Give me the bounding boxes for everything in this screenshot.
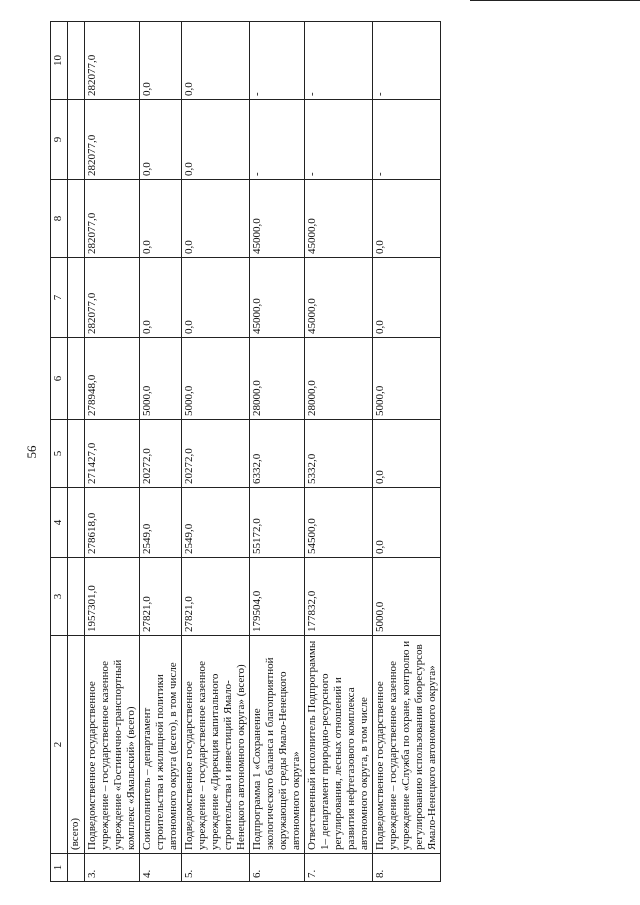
year-value-cell: 54500,0 — [305, 488, 373, 558]
year-value-cell: - — [305, 22, 373, 100]
name-cell: Подведомственное государственное учреждение – государственное казенное учреждение «Служба по охране, контролю и регулированию использования биоресурсов Ямало-Ненецкого автономного округа» — [373, 636, 441, 854]
header-cell: 8 — [51, 180, 68, 258]
row-number-cell: 3. — [85, 854, 140, 882]
header-cell: 7 — [51, 258, 68, 338]
year-value-cell: - — [373, 100, 441, 180]
document-page — [20, 22, 620, 882]
continued-row — [68, 22, 85, 882]
year-value-cell: 0,0 — [182, 258, 250, 338]
year-value-cell: 282077,0 — [85, 22, 140, 100]
header-cell: 5 — [51, 420, 68, 488]
total-cell: 5000,0 — [373, 558, 441, 636]
header-cell: 9 — [51, 100, 68, 180]
row-number-cell — [68, 854, 85, 882]
header-cell: 2 — [51, 636, 68, 854]
name-cell: Соисполнитель – департамент строительства и жилищной политики автономного округа (всего), в том числе — [140, 636, 182, 854]
row-number-cell: 8. — [373, 854, 441, 882]
row-number-cell: 6. — [250, 854, 305, 882]
year-value-cell: 282077,0 — [85, 258, 140, 338]
total-cell: 27821,0 — [140, 558, 182, 636]
name-cell: Подпрограмма 1 «Сохранение экологического баланса и благоприятной окружающей среды Ямало-Ненецкого автономного округа» — [250, 636, 305, 854]
year-value-cell: 45000,0 — [250, 180, 305, 258]
header-cell: 3 — [51, 558, 68, 636]
scan-edge-line — [470, 0, 640, 1]
year-value-cell: 55172,0 — [250, 488, 305, 558]
year-value-cell: 28000,0 — [250, 338, 305, 420]
year-value-cell: 278618,0 — [85, 488, 140, 558]
year-value-cell: 5000,0 — [182, 338, 250, 420]
table-row — [373, 22, 441, 882]
year-value-cell: 282077,0 — [85, 100, 140, 180]
year-value-cell: 0,0 — [140, 100, 182, 180]
total-cell: 27821,0 — [182, 558, 250, 636]
year-value-cell: - — [373, 22, 441, 100]
year-value-cell: 45000,0 — [305, 180, 373, 258]
year-value-cell: 45000,0 — [250, 258, 305, 338]
year-value-cell: - — [250, 100, 305, 180]
total-cell: 177832,0 — [305, 558, 373, 636]
year-value-cell: 5332,0 — [305, 420, 373, 488]
budget-table — [50, 21, 441, 882]
name-cell: Подведомственное государственное учреждение – государственное казенное учреждение «Гостинично-транспортный комплекс «Ямальский» (всего) — [85, 636, 140, 854]
year-value-cell: 45000,0 — [305, 258, 373, 338]
year-value-cell: - — [305, 100, 373, 180]
year-value-cell: 28000,0 — [305, 338, 373, 420]
table-row — [140, 22, 182, 882]
header-cell: 1 — [51, 854, 68, 882]
year-value-cell: 0,0 — [373, 258, 441, 338]
header-cell: 4 — [51, 488, 68, 558]
header-row — [51, 22, 68, 882]
table-row — [182, 22, 250, 882]
table-row — [305, 22, 373, 882]
total-cell: 179504,0 — [250, 558, 305, 636]
year-value-cell: 282077,0 — [85, 180, 140, 258]
year-value-cell: 2549,0 — [182, 488, 250, 558]
header-cell: 10 — [51, 22, 68, 100]
row-number-cell: 7. — [305, 854, 373, 882]
year-value-cell: 0,0 — [140, 22, 182, 100]
row-number-cell: 5. — [182, 854, 250, 882]
year-value-cell: 0,0 — [373, 488, 441, 558]
year-value-cell: 0,0 — [373, 420, 441, 488]
table-row — [250, 22, 305, 882]
year-value-cell: 5000,0 — [373, 338, 441, 420]
year-value-cell: 20272,0 — [140, 420, 182, 488]
table-row — [85, 22, 140, 882]
year-value-cell: 20272,0 — [182, 420, 250, 488]
year-value-cell: 278948,0 — [85, 338, 140, 420]
total-cell: 1957301,0 — [85, 558, 140, 636]
continued-label: (всего) — [68, 636, 85, 854]
year-value-cell: 271427,0 — [85, 420, 140, 488]
year-value-cell: 0,0 — [140, 258, 182, 338]
row-number-cell: 4. — [140, 854, 182, 882]
page-number: 56 — [24, 445, 39, 459]
year-value-cell: 0,0 — [373, 180, 441, 258]
year-value-cell: 0,0 — [140, 180, 182, 258]
header-cell: 6 — [51, 338, 68, 420]
year-value-cell: 0,0 — [182, 22, 250, 100]
year-value-cell: 0,0 — [182, 180, 250, 258]
year-value-cell: 5000,0 — [140, 338, 182, 420]
year-value-cell: - — [250, 22, 305, 100]
year-value-cell: 6332,0 — [250, 420, 305, 488]
year-value-cell: 2549,0 — [140, 488, 182, 558]
year-value-cell: 0,0 — [182, 100, 250, 180]
name-cell: Ответственный исполнитель Подпрограммы 1– департамент природно-ресурсного регулирования, лесных отношений и развития нефтегазового комплекса автономного округа, в том числе — [305, 636, 373, 854]
name-cell: Подведомственное государственное учреждение – государственное казенное учреждение «Дирекция капитального строительства и инвестиций Ямало-Ненецкого автономного округа» (всего) — [182, 636, 250, 854]
